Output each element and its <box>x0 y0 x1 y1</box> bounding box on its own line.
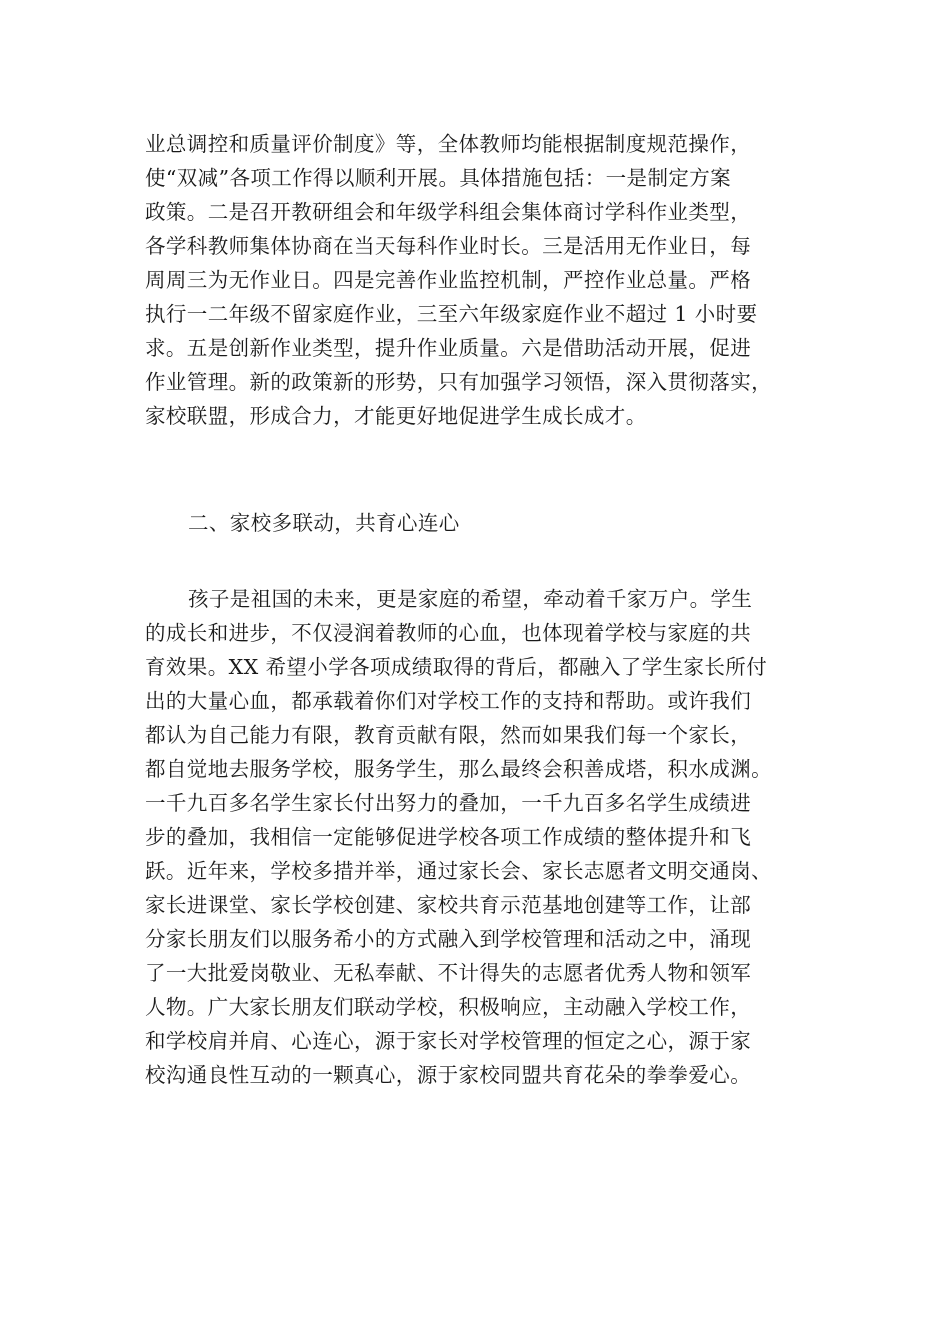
paragraph-line: 跃。近年来，学校多措并举，通过家长会、家长志愿者文明交通岗、 <box>145 859 772 883</box>
paragraph-line: 业总调控和质量评价制度》等，全体教师均能根据制度规范操作， <box>145 132 752 156</box>
paragraph-line: 执行一二年级不留家庭作业，三至六年级家庭作业不超过 1 小时要 <box>145 302 758 326</box>
paragraph-line: 了一大批爱岗敬业、无私奉献、不计得失的志愿者优秀人物和领军 <box>145 961 752 985</box>
paragraph-line: 校沟通良性互动的一颗真心，源于家校同盟共育花朵的拳拳爱心。 <box>145 1063 752 1087</box>
paragraph-line: 家长进课堂、家长学校创建、家校共育示范基地创建等工作，让部 <box>145 893 752 917</box>
paragraph-line: 作业管理。新的政策新的形势，只有加强学习领悟，深入贯彻落实， <box>145 370 772 394</box>
paragraph-line: 育效果。XX 希望小学各项成绩取得的背后，都融入了学生家长所付 <box>145 655 768 679</box>
paragraph-line: 使“双减”各项工作得以顺利开展。具体措施包括：一是制定方案 <box>145 166 732 190</box>
paragraph-line: 人物。广大家长朋友们联动学校，积极响应，主动融入学校工作， <box>145 995 752 1019</box>
section-heading-text: 二、家校多联动，共育心连心 <box>188 511 460 535</box>
paragraph-line: 孩子是祖国的未来，更是家庭的希望，牵动着千家万户。学生 <box>188 587 753 611</box>
paragraph-line: 和学校肩并肩、心连心，源于家长对学校管理的恒定之心，源于家 <box>145 1029 752 1053</box>
paragraph-line: 周周三为无作业日。四是完善作业监控机制，严控作业总量。严格 <box>145 268 752 292</box>
paragraph-line: 的成长和进步，不仅浸润着教师的心血，也体现着学校与家庭的共 <box>145 621 752 645</box>
paragraph-line: 步的叠加，我相信一定能够促进学校各项工作成绩的整体提升和飞 <box>145 825 752 849</box>
paragraph-line: 分家长朋友们以服务希小的方式融入到学校管理和活动之中，涌现 <box>145 927 752 951</box>
paragraph-line: 各学科教师集体协商在当天每科作业时长。三是活用无作业日，每 <box>145 234 752 258</box>
paragraph-line: 都认为自己能力有限，教育贡献有限，然而如果我们每一个家长， <box>145 723 752 747</box>
paragraph-home-school <box>145 582 805 1092</box>
paragraph-line: 一千九百多名学生家长付出努力的叠加，一千九百多名学生成绩进 <box>145 791 752 815</box>
paragraph-line: 出的大量心血，都承载着你们对学校工作的支持和帮助。或许我们 <box>145 689 752 713</box>
section-heading <box>145 506 805 540</box>
paragraph-line: 政策。二是召开教研组会和年级学科组会集体商讨学科作业类型， <box>145 200 752 224</box>
paragraph-homework-policy <box>145 127 805 433</box>
paragraph-line: 求。五是创新作业类型，提升作业质量。六是借助活动开展，促进 <box>145 336 752 360</box>
paragraph-line: 都自觉地去服务学校，服务学生，那么最终会积善成塔，积水成渊。 <box>145 757 772 781</box>
paragraph-line: 家校联盟，形成合力，才能更好地促进学生成长成才。 <box>145 404 647 428</box>
